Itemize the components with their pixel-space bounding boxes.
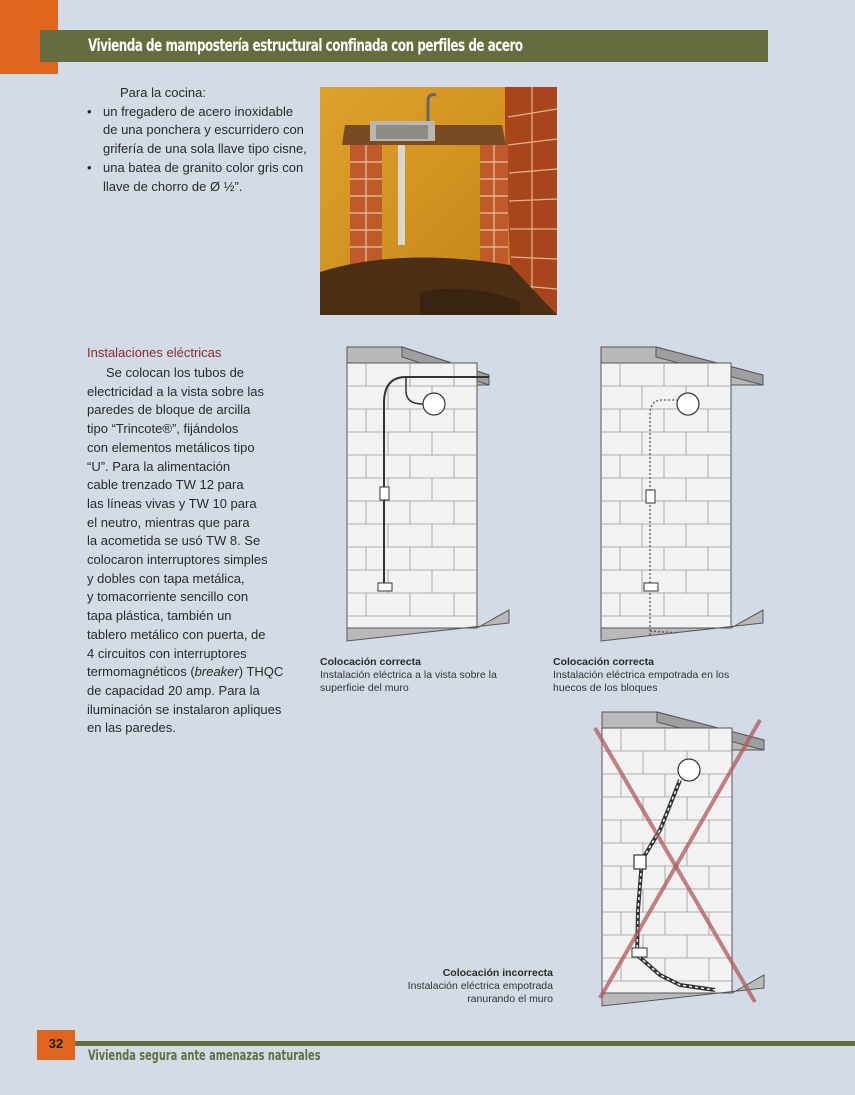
kitchen-list (87, 103, 307, 197)
electrical-line: Se colocan los tubos de (106, 365, 245, 380)
electrical-line: paredes de bloque de arcilla (87, 402, 251, 418)
kitchen-item-washbasin: • una batea de granito color gris con llave de chorro de Ø ½”. (87, 159, 307, 196)
breaker-word: breaker (194, 664, 239, 680)
electrical-line: el neutro, mientras que para (87, 514, 250, 530)
electrical-line: con elementos metálicos tipo (87, 439, 255, 455)
electrical-text (87, 364, 307, 738)
caption-line: Instalación eléctrica empotrada en los (553, 669, 730, 681)
caption-line: huecos de los bloques (553, 682, 658, 694)
electrical-line: las líneas vivas y TW 10 para (87, 495, 257, 511)
breaker-post: ) THQC (238, 664, 284, 680)
footer-title: Vivienda segura ante amenazas naturales (88, 1048, 321, 1064)
caption-title: Colocación correcta (320, 656, 421, 668)
caption-line: Instalación eléctrica empotrada (407, 980, 553, 992)
kitchen-text (87, 84, 307, 196)
electrical-line: en las paredes. (87, 720, 176, 736)
caption-incorrect (353, 967, 553, 1006)
wall-diagram-embedded (598, 345, 768, 650)
page-title: Vivienda de mampostería estructural confinada con perfiles de acero (88, 36, 523, 56)
kitchen-item-sink: • un fregadero de acero inoxidable de una ponchera y escurridero con grifería de una sola llave tipo cisne, (87, 103, 307, 159)
electrical-line: de capacidad 20 amp. Para la (87, 682, 260, 698)
electrical-line: colocaron interruptores simples (87, 552, 268, 568)
wall-surface-wiring-icon (344, 345, 514, 645)
section-heading-electrical: Instalaciones eléctricas (87, 345, 222, 360)
electrical-line: “U”. Para la alimentación (87, 458, 231, 474)
wall-embedded-wiring-icon (598, 345, 768, 645)
caption-line: ranurando el muro (467, 993, 553, 1005)
page-number: 32 (48, 1036, 64, 1051)
electrical-line: tapa plástica, también un (87, 608, 232, 624)
electrical-line: tablero metálico con puerta, de (87, 626, 266, 642)
caption-line: superficie del muro (320, 682, 409, 694)
caption-title: Colocación incorrecta (442, 967, 553, 979)
kitchen-lead: Para la cocina: (120, 85, 206, 100)
electrical-line-breaker (87, 663, 307, 682)
electrical-line: electricidad a la vista sobre las (87, 383, 265, 399)
wall-diagram-incorrect (590, 710, 770, 1015)
kitchen-sink-illustration (320, 87, 557, 315)
caption-correct-surface (320, 656, 530, 695)
electrical-line: 4 circuitos con interruptores (87, 645, 247, 661)
footer-bar (75, 1041, 855, 1046)
electrical-line: cable trenzado TW 12 para (87, 477, 244, 493)
electrical-line: tipo “Trincote®”, fijándolos (87, 421, 239, 437)
electrical-line: iluminación se instalaron apliques (87, 701, 282, 717)
caption-line: Instalación eléctrica a la vista sobre la (320, 669, 497, 681)
electrical-line: la acometida se usó TW 8. Se (87, 533, 261, 549)
wall-diagram-surface (344, 345, 514, 650)
caption-correct-embedded (553, 656, 763, 695)
kitchen-sink-photo (320, 87, 557, 315)
wall-grooved-wiring-icon (590, 710, 770, 1010)
breaker-pre: termomagnéticos ( (87, 664, 195, 680)
electrical-line: y tomacorriente sencillo con (87, 589, 249, 605)
caption-title: Colocación correcta (553, 656, 654, 668)
electrical-line: y dobles con tapa metálica, (87, 570, 245, 586)
